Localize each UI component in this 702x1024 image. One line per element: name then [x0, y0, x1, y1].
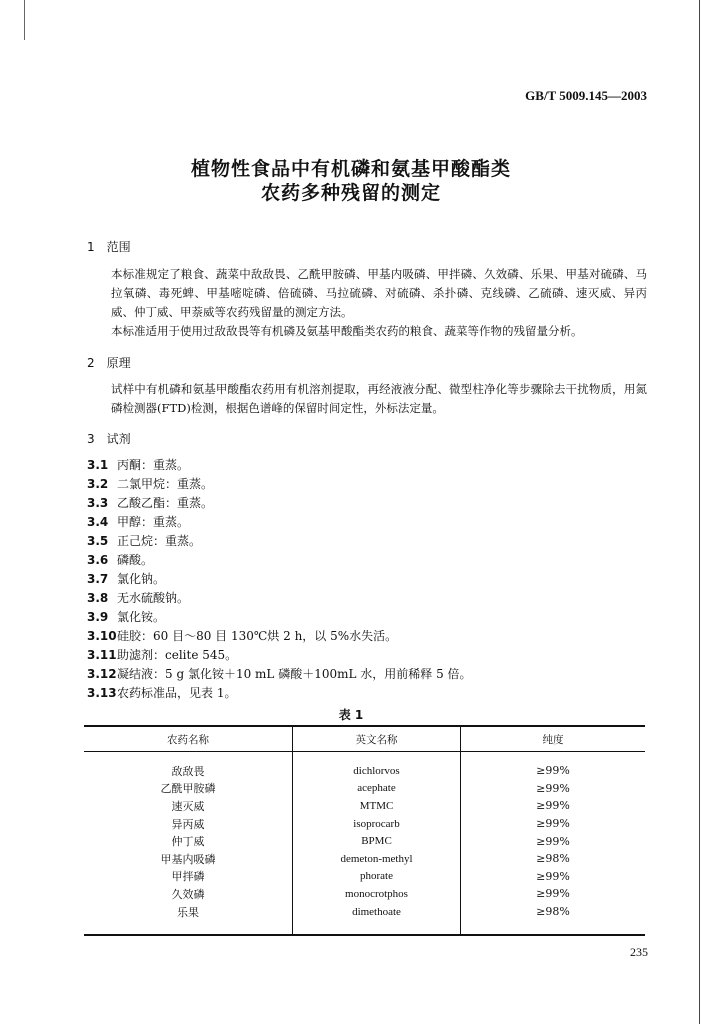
cell-chinese-name: 乐果 — [177, 905, 199, 919]
item-text: 二氯甲烷：重蒸。 — [117, 477, 214, 491]
item-number: 3.11 — [87, 648, 117, 662]
list-item — [87, 627, 472, 646]
reagent-list — [87, 456, 472, 703]
item-number: 3.2 — [87, 477, 109, 491]
item-number: 3.7 — [87, 572, 109, 586]
table-spacer — [84, 752, 645, 763]
item-text: 氯化铵。 — [117, 610, 166, 624]
item-text: 农药标准品，见表 1。 — [117, 686, 237, 700]
item-number: 3.3 — [87, 496, 109, 510]
cell-purity: ≥98% — [461, 850, 646, 868]
column-header-english-name: 英文名称 — [293, 726, 461, 752]
cell-chinese-name: 久效磷 — [171, 887, 205, 901]
table-header-row — [84, 726, 645, 752]
cell-chinese-name: 仲丁威 — [171, 835, 205, 849]
item-number: 3.12 — [87, 667, 117, 681]
principle-paragraph — [87, 380, 647, 418]
cell-purity: ≥99% — [461, 762, 646, 780]
table-spacer — [84, 920, 645, 935]
table-row — [84, 885, 645, 903]
standard-code: GB/T 5009.145—2003 — [525, 88, 647, 103]
item-number: 3.10 — [87, 629, 117, 643]
cell-english-name: isoprocarb — [293, 815, 461, 833]
item-number: 3.9 — [87, 610, 109, 624]
table-row — [84, 815, 645, 833]
list-item — [87, 589, 472, 608]
section-heading-scope: 1 范围 — [87, 240, 131, 254]
cell-chinese-name: 敌敌畏 — [171, 764, 205, 778]
list-item — [87, 665, 472, 684]
item-text: 正己烷：重蒸。 — [117, 534, 202, 548]
item-text: 丙酮：重蒸。 — [117, 458, 190, 472]
item-text: 磷酸。 — [117, 553, 154, 567]
item-text: 助滤剂：celite 545。 — [117, 648, 238, 662]
list-item — [87, 513, 472, 532]
cell-chinese-name: 甲基内吸磷 — [160, 852, 216, 866]
page-number: 235 — [630, 945, 648, 959]
table-row — [84, 762, 645, 780]
list-item — [87, 570, 472, 589]
cell-chinese-name: 速灭威 — [171, 799, 205, 813]
cell-purity: ≥99% — [461, 832, 646, 850]
item-number: 3.13 — [87, 686, 117, 700]
list-item — [87, 494, 472, 513]
list-item — [87, 684, 472, 703]
document-title-line1: 植物性食品中有机磷和氨基甲酸酯类 — [190, 158, 511, 180]
table-row — [84, 780, 645, 798]
scope-paragraph-1 — [87, 265, 647, 341]
cell-chinese-name: 甲拌磷 — [171, 870, 205, 884]
section-heading-principle: 2 原理 — [87, 356, 131, 370]
column-header-chinese-name: 农药名称 — [84, 726, 293, 752]
item-text: 无水硫酸钠。 — [117, 591, 190, 605]
table-row — [84, 797, 645, 815]
table-caption: 表 1 — [338, 708, 364, 722]
cell-purity: ≥99% — [461, 885, 646, 903]
column-header-purity: 纯度 — [461, 726, 646, 752]
list-item — [87, 475, 472, 494]
cell-english-name: phorate — [293, 868, 461, 886]
list-item — [87, 646, 472, 665]
item-text: 乙酸乙酯：重蒸。 — [117, 496, 214, 510]
item-text: 凝结液：5 g 氯化铵＋10 mL 磷酸＋100mL 水，用前稀释 5 倍。 — [117, 667, 472, 681]
scope-text-1: 本标准规定了粮食、蔬菜中敌敌畏、乙酰甲胺磷、甲基内吸磷、甲拌磷、久效磷、乐果、甲基对硫磷、马拉氧磷、毒死蜱、甲基嘧啶磷、倍硫磷、马拉硫磷、对硫磷、杀扑磷、克线磷、乙硫磷、速灭威、异丙威、仲丁威、甲萘威等农药残留量的测定方法。 — [111, 267, 647, 319]
cell-chinese-name: 乙酰甲胺磷 — [160, 782, 216, 796]
cell-purity: ≥98% — [461, 903, 646, 921]
scan-mark — [24, 0, 25, 40]
list-item — [87, 532, 472, 551]
section-heading-reagents: 3 试剂 — [87, 432, 131, 446]
pesticide-standards-table — [84, 725, 645, 936]
table-row — [84, 832, 645, 850]
principle-text: 试样中有机磷和氨基甲酸酯农药用有机溶剂提取，再经液液分配、微型柱净化等步骤除去干扰物质，用氮磷检测器(FTD)检测，根据色谱峰的保留时间定性，外标法定量。 — [111, 382, 647, 415]
item-text: 硅胶：60 目～80 目 130℃烘 2 h，以 5%水失活。 — [117, 629, 398, 643]
cell-chinese-name: 异丙威 — [171, 817, 205, 831]
table-row — [84, 868, 645, 886]
item-text: 甲醇：重蒸。 — [117, 515, 190, 529]
table-row — [84, 903, 645, 921]
cell-purity: ≥99% — [461, 815, 646, 833]
cell-english-name: MTMC — [293, 797, 461, 815]
cell-purity: ≥99% — [461, 868, 646, 886]
item-number: 3.4 — [87, 515, 109, 529]
list-item — [87, 456, 472, 475]
cell-english-name: dichlorvos — [293, 762, 461, 780]
item-text: 氯化钠。 — [117, 572, 166, 586]
document-title-line2: 农药多种残留的测定 — [260, 182, 441, 204]
cell-english-name: monocrotphos — [293, 885, 461, 903]
item-number: 3.8 — [87, 591, 109, 605]
cell-english-name: demeton-methyl — [293, 850, 461, 868]
cell-english-name: acephate — [293, 780, 461, 798]
table-row — [84, 850, 645, 868]
cell-purity: ≥99% — [461, 780, 646, 798]
item-number: 3.1 — [87, 458, 109, 472]
scope-text-2: 本标准适用于使用过敌敌畏等有机磷及氨基甲酸酯类农药的粮食、蔬菜等作物的残留量分析。 — [111, 324, 583, 338]
item-number: 3.6 — [87, 553, 109, 567]
cell-purity: ≥99% — [461, 797, 646, 815]
list-item — [87, 608, 472, 627]
cell-english-name: BPMC — [293, 832, 461, 850]
item-number: 3.5 — [87, 534, 109, 548]
list-item — [87, 551, 472, 570]
cell-english-name: dimethoate — [293, 903, 461, 921]
